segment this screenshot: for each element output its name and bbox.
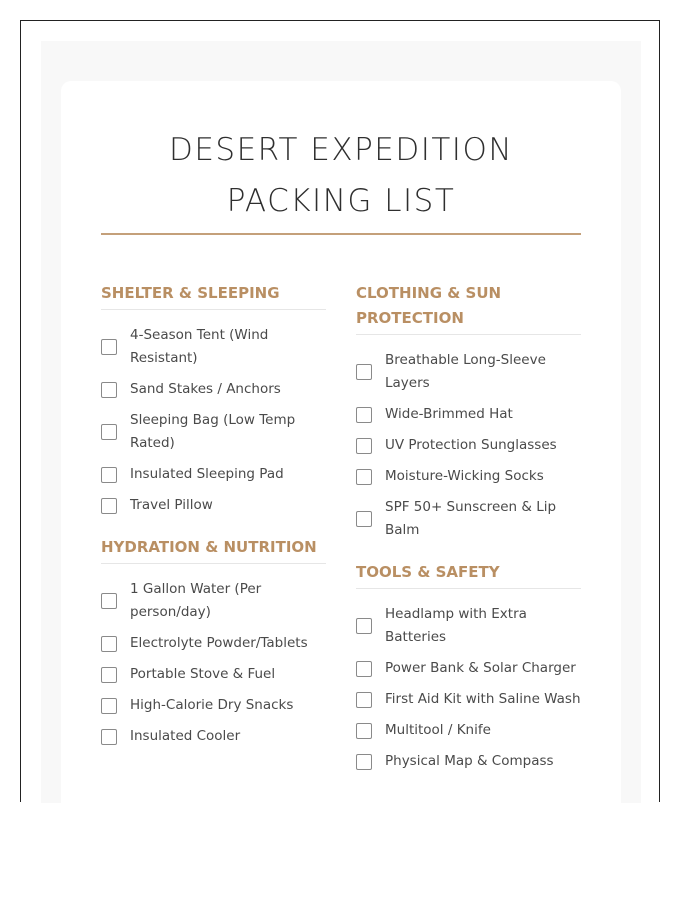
checklist-item[interactable] xyxy=(101,324,326,370)
checklist-item[interactable] xyxy=(356,603,581,649)
page-title: DESERT EXPEDITION PACKING LIST xyxy=(168,132,514,219)
checklist-item-label: SPF 50+ Sunscreen & Lip Balm xyxy=(385,499,557,538)
checklist-item[interactable] xyxy=(356,349,581,395)
checklist-item-label: Insulated Cooler xyxy=(130,728,241,744)
right-column xyxy=(356,281,581,791)
packing-list-card xyxy=(61,81,621,803)
checkbox[interactable] xyxy=(101,698,117,714)
checkbox[interactable] xyxy=(356,618,372,634)
checkbox[interactable] xyxy=(101,424,117,440)
checklist-item-label: Wide-Brimmed Hat xyxy=(385,406,513,422)
checkbox[interactable] xyxy=(356,723,372,739)
checkbox[interactable] xyxy=(356,754,372,770)
checklist-item[interactable] xyxy=(101,409,326,455)
checklist xyxy=(101,324,326,517)
checklist-item-label: Portable Stove & Fuel xyxy=(130,666,276,682)
checklist-item[interactable] xyxy=(356,719,581,742)
checkbox[interactable] xyxy=(356,511,372,527)
checkbox[interactable] xyxy=(356,364,372,380)
checklist xyxy=(101,578,326,748)
checklist-item-label: Breathable Long-Sleeve Layers xyxy=(385,352,546,391)
checklist-item-label: UV Protection Sunglasses xyxy=(385,437,557,453)
checkbox[interactable] xyxy=(101,729,117,745)
checklist-item[interactable] xyxy=(101,578,326,624)
checklist-item-label: Travel Pillow xyxy=(130,497,213,513)
checklist-item[interactable] xyxy=(356,750,581,773)
checklist-item-label: Physical Map & Compass xyxy=(385,753,554,769)
section-heading: SHELTER & SLEEPING xyxy=(101,281,326,310)
checklist-item-label: Multitool / Knife xyxy=(385,722,491,738)
checkbox[interactable] xyxy=(101,382,117,398)
checklist-item-label: First Aid Kit with Saline Wash xyxy=(385,691,581,707)
page-canvas xyxy=(41,41,641,803)
checkbox[interactable] xyxy=(101,339,117,355)
section-hydration-nutrition xyxy=(101,535,326,748)
checklist-item-label: High-Calorie Dry Snacks xyxy=(130,697,294,713)
page-frame xyxy=(20,20,660,802)
checklist xyxy=(356,603,581,773)
checkbox[interactable] xyxy=(356,407,372,423)
title-divider xyxy=(101,233,581,235)
checklist-item[interactable] xyxy=(101,463,326,486)
checklist-item-label: 4-Season Tent (Wind Resistant) xyxy=(130,327,269,366)
checklist-item[interactable] xyxy=(101,694,326,717)
checklist-item[interactable] xyxy=(356,496,581,542)
checklist-item[interactable] xyxy=(356,688,581,711)
checkbox[interactable] xyxy=(101,467,117,483)
checklist-item-label: Sleeping Bag (Low Temp Rated) xyxy=(130,412,296,451)
checklist-item-label: Moisture-Wicking Socks xyxy=(385,468,544,484)
checkbox[interactable] xyxy=(356,469,372,485)
checkbox[interactable] xyxy=(101,636,117,652)
section-tools-safety xyxy=(356,560,581,773)
checklist xyxy=(356,349,581,542)
section-clothing-sun-protection xyxy=(356,281,581,542)
checklist-item-label: Power Bank & Solar Charger xyxy=(385,660,576,676)
checklist-item-label: Headlamp with Extra Batteries xyxy=(385,606,527,645)
checkbox[interactable] xyxy=(101,498,117,514)
checklist-item[interactable] xyxy=(101,663,326,686)
checklist-item[interactable] xyxy=(101,378,326,401)
checklist-item-label: 1 Gallon Water (Per person/day) xyxy=(130,581,262,620)
checklist-item[interactable] xyxy=(356,403,581,426)
section-heading: HYDRATION & NUTRITION xyxy=(101,535,326,564)
checklist-item[interactable] xyxy=(356,657,581,680)
checkbox[interactable] xyxy=(356,661,372,677)
section-shelter-sleeping xyxy=(101,281,326,517)
checklist-item[interactable] xyxy=(101,494,326,517)
checkbox[interactable] xyxy=(356,692,372,708)
checklist-item[interactable] xyxy=(101,725,326,748)
section-heading: CLOTHING & SUN PROTECTION xyxy=(356,281,581,335)
checklist-item[interactable] xyxy=(356,434,581,457)
checkbox[interactable] xyxy=(356,438,372,454)
checkbox[interactable] xyxy=(101,667,117,683)
left-column xyxy=(101,281,326,766)
checkbox[interactable] xyxy=(101,593,117,609)
checklist-item-label: Electrolyte Powder/Tablets xyxy=(130,635,308,651)
section-heading: TOOLS & SAFETY xyxy=(356,560,581,589)
checklist-item-label: Sand Stakes / Anchors xyxy=(130,381,281,397)
checklist-item[interactable] xyxy=(356,465,581,488)
checklist-item[interactable] xyxy=(101,632,326,655)
checklist-item-label: Insulated Sleeping Pad xyxy=(130,466,284,482)
